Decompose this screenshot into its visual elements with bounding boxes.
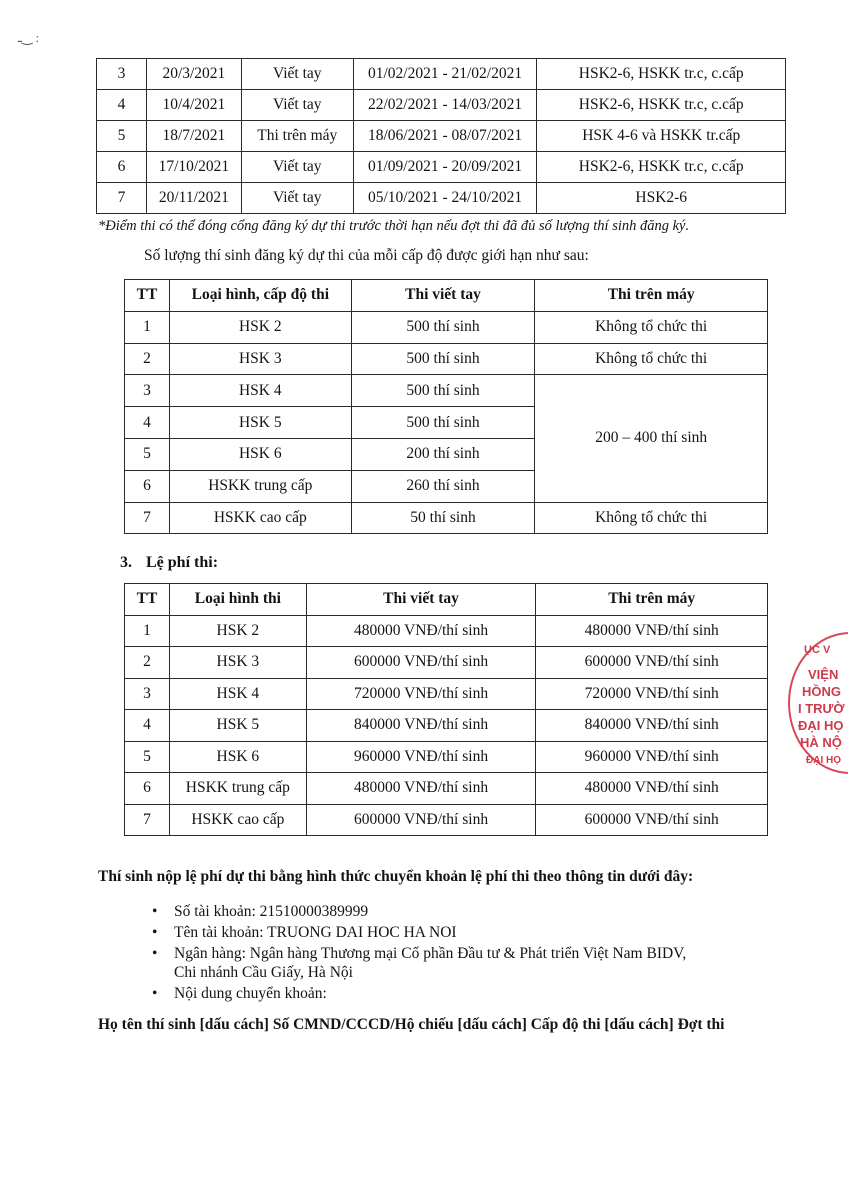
fee-tt: 7	[125, 804, 170, 836]
schedule-date: 18/7/2021	[146, 121, 241, 152]
table-row	[125, 343, 768, 375]
fee-written: 960000 VNĐ/thí sinh	[306, 741, 536, 773]
fee-header-written: Thi viết tay	[306, 584, 536, 616]
payment-details-list	[168, 902, 686, 1005]
fee-type: HSKK trung cấp	[169, 773, 306, 805]
table-row	[97, 90, 786, 121]
fee-tt: 2	[125, 647, 170, 679]
table-row	[97, 121, 786, 152]
limit-header-written: Thi viết tay	[351, 280, 535, 312]
limit-tt: 1	[125, 311, 170, 343]
table-row	[97, 183, 786, 214]
fee-header-row	[125, 584, 768, 616]
fee-section-label: Lệ phí thi:	[146, 554, 219, 571]
schedule-form: Viết tay	[241, 152, 353, 183]
schedule-tt: 6	[97, 152, 147, 183]
limit-written: 500 thí sinh	[351, 311, 535, 343]
limit-type: HSK 5	[169, 407, 351, 439]
schedule-period: 18/06/2021 - 08/07/2021	[353, 121, 537, 152]
payment-intro: Thí sinh nộp lệ phí dự thi bằng hình thức chuyển khoản lệ phí thi theo thông tin dưới đây:	[98, 868, 694, 885]
fee-computer: 600000 VNĐ/thí sinh	[536, 647, 768, 679]
table-row	[125, 615, 768, 647]
schedule-date: 17/10/2021	[146, 152, 241, 183]
schedule-period: 05/10/2021 - 24/10/2021	[353, 183, 537, 214]
limit-tt: 6	[125, 470, 170, 502]
list-item	[168, 944, 686, 982]
fee-tt: 5	[125, 741, 170, 773]
schedule-levels: HSK2-6, HSKK tr.c, c.cấp	[537, 152, 786, 183]
limit-header-row	[125, 280, 768, 312]
schedule-note: *Điểm thi có thể đóng cổng đăng ký dự thi trước thời hạn nếu đợt thi đã đủ số lượng thí sinh đăng ký.	[98, 218, 690, 234]
schedule-levels: HSK 4-6 và HSKK tr.cấp	[537, 121, 786, 152]
scan-corner-mark: ـ‿ :	[18, 30, 40, 45]
fee-tt: 4	[125, 710, 170, 742]
fee-written: 720000 VNĐ/thí sinh	[306, 678, 536, 710]
table-row	[97, 152, 786, 183]
stamp-line-1: ỤC V	[804, 644, 831, 656]
schedule-levels: HSK2-6	[537, 183, 786, 214]
schedule-tt: 5	[97, 121, 147, 152]
fee-computer: 480000 VNĐ/thí sinh	[536, 615, 768, 647]
limit-written: 260 thí sinh	[351, 470, 535, 502]
fee-body	[125, 615, 768, 836]
fee-type: HSK 6	[169, 741, 306, 773]
limit-tt: 5	[125, 438, 170, 470]
limit-tt: 7	[125, 502, 170, 534]
table-row	[125, 678, 768, 710]
exam-schedule-body	[97, 59, 786, 214]
fee-written: 600000 VNĐ/thí sinh	[306, 647, 536, 679]
schedule-tt: 4	[97, 90, 147, 121]
fee-type: HSK 4	[169, 678, 306, 710]
fee-tt: 1	[125, 615, 170, 647]
table-row	[125, 311, 768, 343]
fee-computer: 840000 VNĐ/thí sinh	[536, 710, 768, 742]
limit-header-computer: Thi trên máy	[535, 280, 768, 312]
exam-fee-table	[124, 583, 768, 836]
fee-tt: 3	[125, 678, 170, 710]
table-row	[125, 647, 768, 679]
schedule-period: 22/02/2021 - 14/03/2021	[353, 90, 537, 121]
fee-computer: 600000 VNĐ/thí sinh	[536, 804, 768, 836]
fee-header-computer: Thi trên máy	[536, 584, 768, 616]
transfer-content-format: Họ tên thí sinh [dấu cách] Số CMND/CCCD/Hộ chiếu [dấu cách] Cấp độ thi [dấu cách] Đợt thi	[98, 1016, 725, 1033]
stamp-line-3: HỒNG	[802, 684, 841, 699]
limit-type: HSK 2	[169, 311, 351, 343]
table-row	[125, 741, 768, 773]
limit-written: 200 thí sinh	[351, 438, 535, 470]
limit-type: HSKK trung cấp	[169, 470, 351, 502]
fee-written: 600000 VNĐ/thí sinh	[306, 804, 536, 836]
schedule-date: 20/11/2021	[146, 183, 241, 214]
schedule-form: Viết tay	[241, 90, 353, 121]
stamp-line-2: VIỆN	[808, 667, 839, 682]
table-row	[125, 804, 768, 836]
exam-schedule-table	[96, 58, 786, 214]
schedule-levels: HSK2-6, HSKK tr.c, c.cấp	[537, 59, 786, 90]
schedule-tt: 3	[97, 59, 147, 90]
schedule-date: 10/4/2021	[146, 90, 241, 121]
limit-header-tt: TT	[125, 280, 170, 312]
limit-tt: 2	[125, 343, 170, 375]
limit-computer: Không tổ chức thi	[535, 343, 768, 375]
fee-header-tt: TT	[125, 584, 170, 616]
limit-written: 500 thí sinh	[351, 375, 535, 407]
fee-type: HSK 5	[169, 710, 306, 742]
limit-computer: Không tổ chức thi	[535, 502, 768, 534]
bank-line-2: Chi nhánh Cầu Giấy, Hà Nội	[174, 964, 353, 981]
fee-written: 840000 VNĐ/thí sinh	[306, 710, 536, 742]
bank-line-1: • Ngân hàng: Ngân hàng Thương mại Cổ phần Đầu tư & Phát triển Việt Nam BIDV,	[174, 945, 687, 962]
limit-type: HSK 6	[169, 438, 351, 470]
table-row	[125, 710, 768, 742]
registration-limit-table	[124, 279, 768, 534]
fee-type: HSKK cao cấp	[169, 804, 306, 836]
limit-type: HSKK cao cấp	[169, 502, 351, 534]
stamp-line-7: ĐẠI HỌ	[806, 755, 841, 766]
fee-type: HSK 3	[169, 647, 306, 679]
fee-type: HSK 2	[169, 615, 306, 647]
fee-computer: 720000 VNĐ/thí sinh	[536, 678, 768, 710]
fee-tt: 6	[125, 773, 170, 805]
limit-written: 500 thí sinh	[351, 343, 535, 375]
stamp-line-6: HÀ NỘ	[800, 735, 842, 750]
fee-header-type: Loại hình thi	[169, 584, 306, 616]
schedule-form: Viết tay	[241, 59, 353, 90]
limit-computer: Không tổ chức thi	[535, 311, 768, 343]
table-row	[125, 773, 768, 805]
stamp-line-4: I TRƯỜ	[798, 701, 845, 716]
limit-type: HSK 3	[169, 343, 351, 375]
limit-header-type: Loại hình, cấp độ thi	[169, 280, 351, 312]
limit-written: 500 thí sinh	[351, 407, 535, 439]
limit-computer-merged: 200 – 400 thí sinh	[535, 375, 768, 502]
table-row	[125, 502, 768, 534]
account-number: • Số tài khoản: 21510000389999	[174, 903, 369, 920]
list-item	[168, 902, 686, 921]
schedule-tt: 7	[97, 183, 147, 214]
list-item	[168, 923, 686, 942]
limit-type: HSK 4	[169, 375, 351, 407]
table-row	[97, 59, 786, 90]
list-item	[168, 984, 686, 1003]
schedule-date: 20/3/2021	[146, 59, 241, 90]
university-stamp	[788, 632, 848, 774]
fee-computer: 960000 VNĐ/thí sinh	[536, 741, 768, 773]
stamp-line-5: ĐẠI HỌ	[798, 718, 844, 733]
schedule-form: Thi trên máy	[241, 121, 353, 152]
fee-written: 480000 VNĐ/thí sinh	[306, 615, 536, 647]
account-name: • Tên tài khoản: TRUONG DAI HOC HA NOI	[174, 924, 457, 941]
schedule-levels: HSK2-6, HSKK tr.c, c.cấp	[537, 90, 786, 121]
fee-computer: 480000 VNĐ/thí sinh	[536, 773, 768, 805]
schedule-form: Viết tay	[241, 183, 353, 214]
schedule-period: 01/02/2021 - 21/02/2021	[353, 59, 537, 90]
schedule-period: 01/09/2021 - 20/09/2021	[353, 152, 537, 183]
limit-tt: 3	[125, 375, 170, 407]
limit-written: 50 thí sinh	[351, 502, 535, 534]
limit-tt: 4	[125, 407, 170, 439]
fee-written: 480000 VNĐ/thí sinh	[306, 773, 536, 805]
fee-section-title	[120, 554, 218, 572]
table-row	[125, 375, 768, 407]
limit-intro: Số lượng thí sinh đăng ký dự thi của mỗi cấp độ được giới hạn như sau:	[144, 247, 589, 264]
fee-section-number: 3.	[120, 554, 132, 571]
transfer-content-label: • Nội dung chuyển khoản:	[174, 985, 327, 1002]
